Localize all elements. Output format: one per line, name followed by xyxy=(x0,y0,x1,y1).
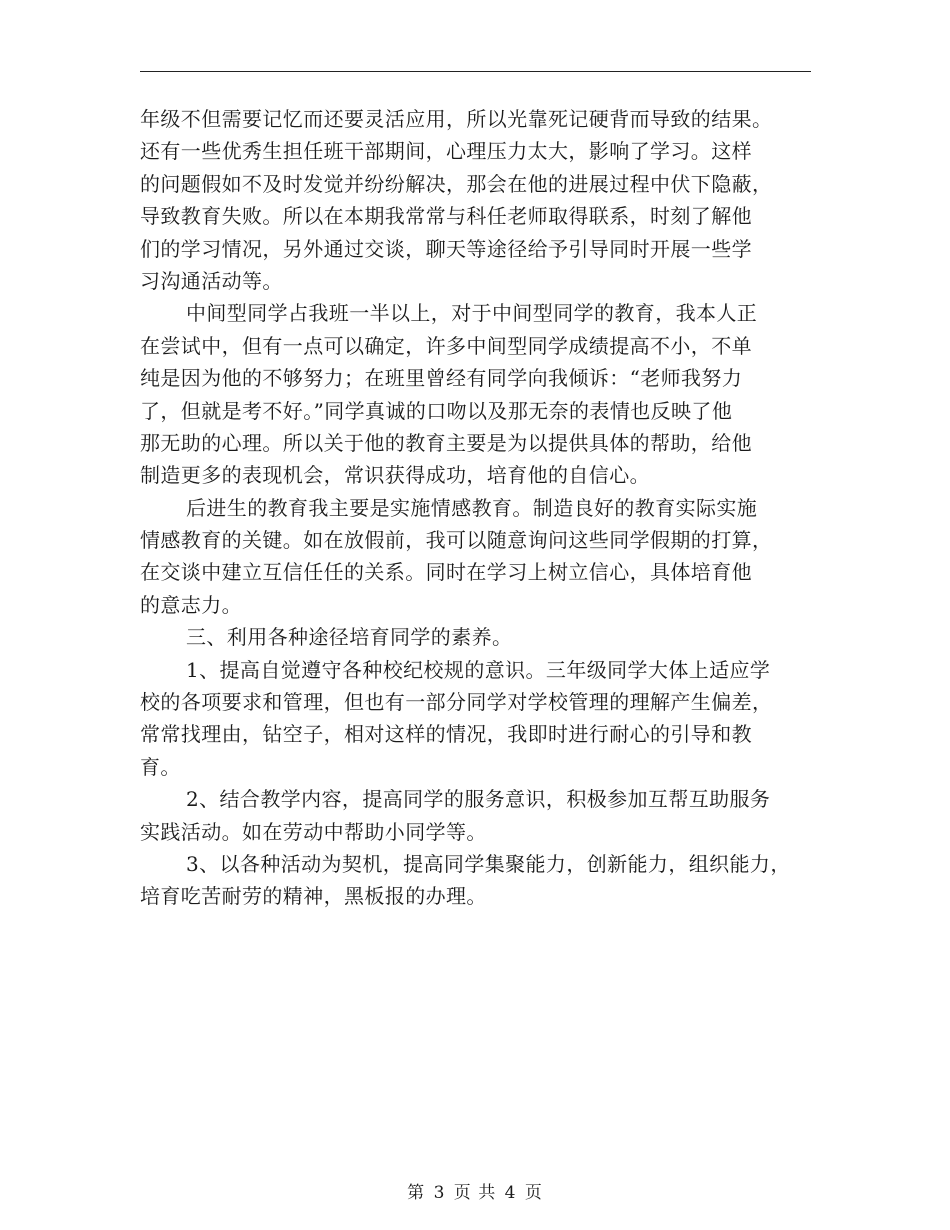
document-body xyxy=(140,103,812,913)
footer-prefix: 第 xyxy=(407,1183,426,1203)
text-line: 后进生的教育我主要是实施情感教育。制造良好的教育实际实施 xyxy=(186,495,758,520)
text-line: 还有一些优秀生担任班干部期间，心理压力太大，影响了学习。这样 xyxy=(140,139,752,164)
text-line: 在交谈中建立互信任任的关系。同时在学习上树立信心，具体培育他 xyxy=(140,560,752,585)
text-line: 们的学习情况，另外通过交谈，聊天等途径给予引导同时开展一些学 xyxy=(140,236,752,261)
text-line: 了，但就是考不好。”同学真诚的口吻以及那无奈的表情也反映了他 xyxy=(140,398,733,423)
footer-current-page: 3 xyxy=(433,1183,446,1203)
text-line: 校的各项要求和管理，但也有一部分同学对学校管理的理解产生偏差， xyxy=(140,690,773,715)
text-line: 制造更多的表现机会，常识获得成功，培育他的自信心。 xyxy=(140,463,650,488)
text-line: 导致教育失败。所以在本期我常常与科任老师取得联系，时刻了解他 xyxy=(140,204,752,229)
text-line: 常常找理由，钻空子，相对这样的情况，我即时进行耐心的引导和教 xyxy=(140,722,752,747)
text-line: 情感教育的关键。如在放假前，我可以随意询问这些同学假期的打算， xyxy=(140,528,773,553)
text-line: 2、结合教学内容，提高同学的服务意识，积极参加互帮互助服务 xyxy=(186,787,771,812)
text-line: 那无助的心理。所以关于他的教育主要是为以提供具体的帮助，给他 xyxy=(140,430,752,455)
text-line: 1、提高自觉遵守各种校纪校规的意识。三年级同学大体上适应学 xyxy=(186,657,771,682)
text-line: 的问题假如不及时发觉并纷纷解决，那会在他的进展过程中伏下隐蔽， xyxy=(140,171,773,196)
text-line: 的意志力。 xyxy=(140,592,242,617)
text-line: 纯是因为他的不够努力；在班里曾经有同学向我倾诉：“老师我努力 xyxy=(140,366,743,391)
text-line: 中间型同学占我班一半以上，对于中间型同学的教育，我本人正 xyxy=(186,301,758,326)
footer-middle: 页 共 xyxy=(453,1183,497,1203)
text-line: 培育吃苦耐劳的精神，黑板报的办理。 xyxy=(140,884,487,909)
footer-suffix: 页 xyxy=(524,1183,543,1203)
text-line: 3、以各种活动为契机，提高同学集聚能力，创新能力，组织能力， xyxy=(186,851,791,876)
footer-total-pages: 4 xyxy=(504,1183,517,1203)
text-line: 在尝试中，但有一点可以确定，许多中间型同学成绩提高不小，不单 xyxy=(140,333,752,358)
page-footer xyxy=(0,1178,950,1203)
text-line: 习沟通活动等。 xyxy=(140,268,283,293)
text-line: 实践活动。如在劳动中帮助小同学等。 xyxy=(140,819,487,844)
header-rule xyxy=(140,71,811,72)
text-line: 年级不但需要记忆而还要灵活应用，所以光靠死记硬背而导致的结果。 xyxy=(140,107,773,131)
text-line: 育。 xyxy=(140,754,181,779)
text-line: 三、利用各种途径培育同学的素养。 xyxy=(186,625,513,650)
